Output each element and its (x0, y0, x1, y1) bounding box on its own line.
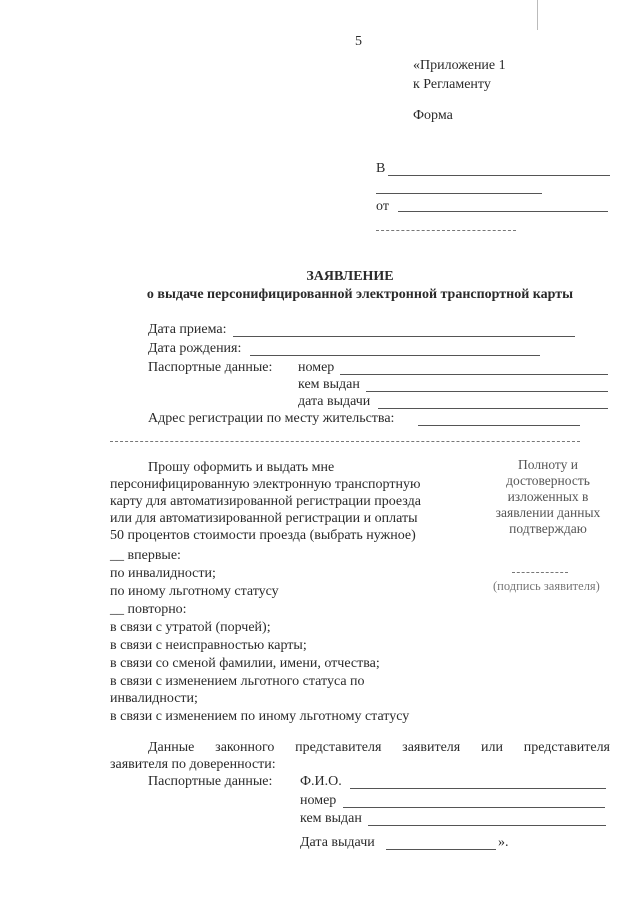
representative-issued-by-line[interactable] (368, 825, 606, 826)
passport-label: Паспортные данные: (148, 360, 273, 375)
addressee-from-line[interactable] (398, 211, 608, 212)
option-first-time[interactable]: __ впервые: (110, 548, 181, 563)
confirmation-line-1: Полноту и (518, 457, 578, 472)
addressee-to-line[interactable] (388, 175, 610, 176)
signature-caption: (подпись заявителя) (493, 579, 600, 593)
request-line-1: Прошу оформить и выдать мне (148, 460, 335, 475)
request-line-4: или для автоматизированной регистрации и оплаты (110, 511, 418, 526)
option-disability[interactable]: по инвалидности; (110, 566, 216, 581)
representative-number-line[interactable] (343, 807, 605, 808)
signature-line[interactable] (512, 572, 568, 573)
confirmation-line-3: изложенных в (507, 489, 589, 504)
representative-line-1: Данные законного представителя заявителя или представителя (148, 740, 610, 755)
reason-faulty[interactable]: в связи с неисправностью карты; (110, 638, 307, 653)
representative-issue-date-line[interactable] (386, 849, 496, 850)
request-line-5: 50 процентов стоимости проезда (выбрать нужное) (110, 528, 416, 543)
birth-date-line[interactable] (250, 355, 540, 356)
page-edge-line (537, 0, 538, 30)
representative-fio-line[interactable] (350, 788, 606, 789)
birth-date-label: Дата рождения: (148, 341, 242, 356)
option-repeat[interactable]: __ повторно: (110, 602, 187, 617)
reason-disability-change-cont: инвалидности; (110, 691, 198, 706)
receipt-date-label: Дата приема: (148, 322, 227, 337)
representative-number-label: номер (300, 793, 337, 808)
appendix-label: «Приложение 1 (413, 58, 506, 73)
passport-issue-date-label: дата выдачи (298, 394, 371, 409)
document-subtitle: о выдаче персонифицированной электронной транспортной карты (146, 287, 574, 302)
receipt-date-line[interactable] (233, 336, 575, 337)
representative-closing-quote: ». (498, 835, 509, 850)
regulation-label: к Регламенту (413, 77, 491, 92)
representative-line-2: заявителя по доверенности: (110, 757, 276, 772)
passport-issued-by-label: кем выдан (298, 377, 360, 392)
confirmation-line-5: подтверждаю (509, 521, 587, 536)
request-line-3: карту для автоматизированной регистрации проезда (110, 494, 421, 509)
document-title: ЗАЯВЛЕНИЕ (306, 269, 394, 284)
reason-name-change[interactable]: в связи со сменой фамилии, имени, отчества; (110, 656, 380, 671)
reason-lost[interactable]: в связи с утратой (порчей); (110, 620, 271, 635)
addressee-from-line-2[interactable] (376, 230, 516, 231)
passport-number-line[interactable] (340, 374, 608, 375)
passport-issued-by-line[interactable] (366, 391, 608, 392)
reason-disability-change[interactable]: в связи с изменением льготного статуса по (110, 674, 365, 689)
passport-issue-date-line[interactable] (378, 408, 608, 409)
form-label: Форма (413, 108, 453, 123)
request-line-2: персонифицированную электронную транспортную (110, 477, 421, 492)
confirmation-line-4: заявлении данных (495, 505, 601, 520)
representative-fio-label: Ф.И.О. (300, 774, 342, 789)
confirmation-line-2: достоверность (506, 473, 590, 488)
address-line-2[interactable] (110, 441, 580, 442)
representative-issue-date-label: Дата выдачи (300, 835, 375, 850)
address-label: Адрес регистрации по месту жительства: (148, 411, 395, 426)
representative-issued-by-label: кем выдан (300, 811, 362, 826)
representative-passport-label: Паспортные данные: (148, 774, 273, 789)
page-number: 5 (355, 34, 362, 49)
option-other-status[interactable]: по иному льготному статусу (110, 584, 279, 599)
reason-other-status-change[interactable]: в связи с изменением по иному льготному статусу (110, 709, 410, 724)
passport-number-label: номер (298, 360, 335, 375)
addressee-to-line-2[interactable] (376, 193, 542, 194)
address-line[interactable] (418, 425, 580, 426)
addressee-to-label: В (376, 161, 386, 176)
confirmation-text (480, 457, 616, 537)
addressee-from-label: от (376, 199, 389, 214)
